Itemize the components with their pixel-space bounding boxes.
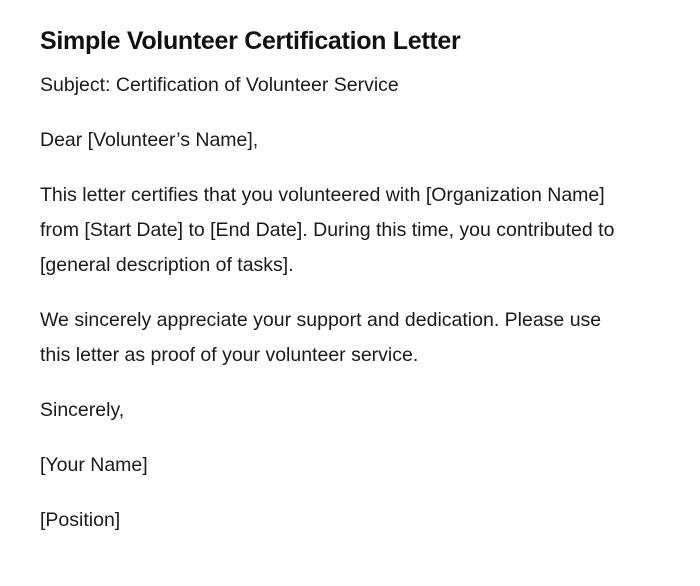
signer-name: [Your Name] — [40, 454, 148, 476]
document-title: Simple Volunteer Certification Letter — [40, 27, 461, 55]
signer-position: [Position] — [40, 509, 121, 531]
subject-line: Subject: Certification of Volunteer Service — [40, 74, 399, 96]
closing: Sincerely, — [40, 399, 125, 421]
body-paragraph-1: This letter certifies that you volunteered with [Organization Name] from [Start Date] to [End Date]. During this time, you contributed to [general description of tasks]. — [40, 184, 615, 276]
body-paragraph-2: We sincerely appreciate your support and dedication. Please use this letter as proof of your volunteer service. — [40, 309, 602, 366]
salutation: Dear [Volunteer’s Name], — [40, 129, 259, 151]
